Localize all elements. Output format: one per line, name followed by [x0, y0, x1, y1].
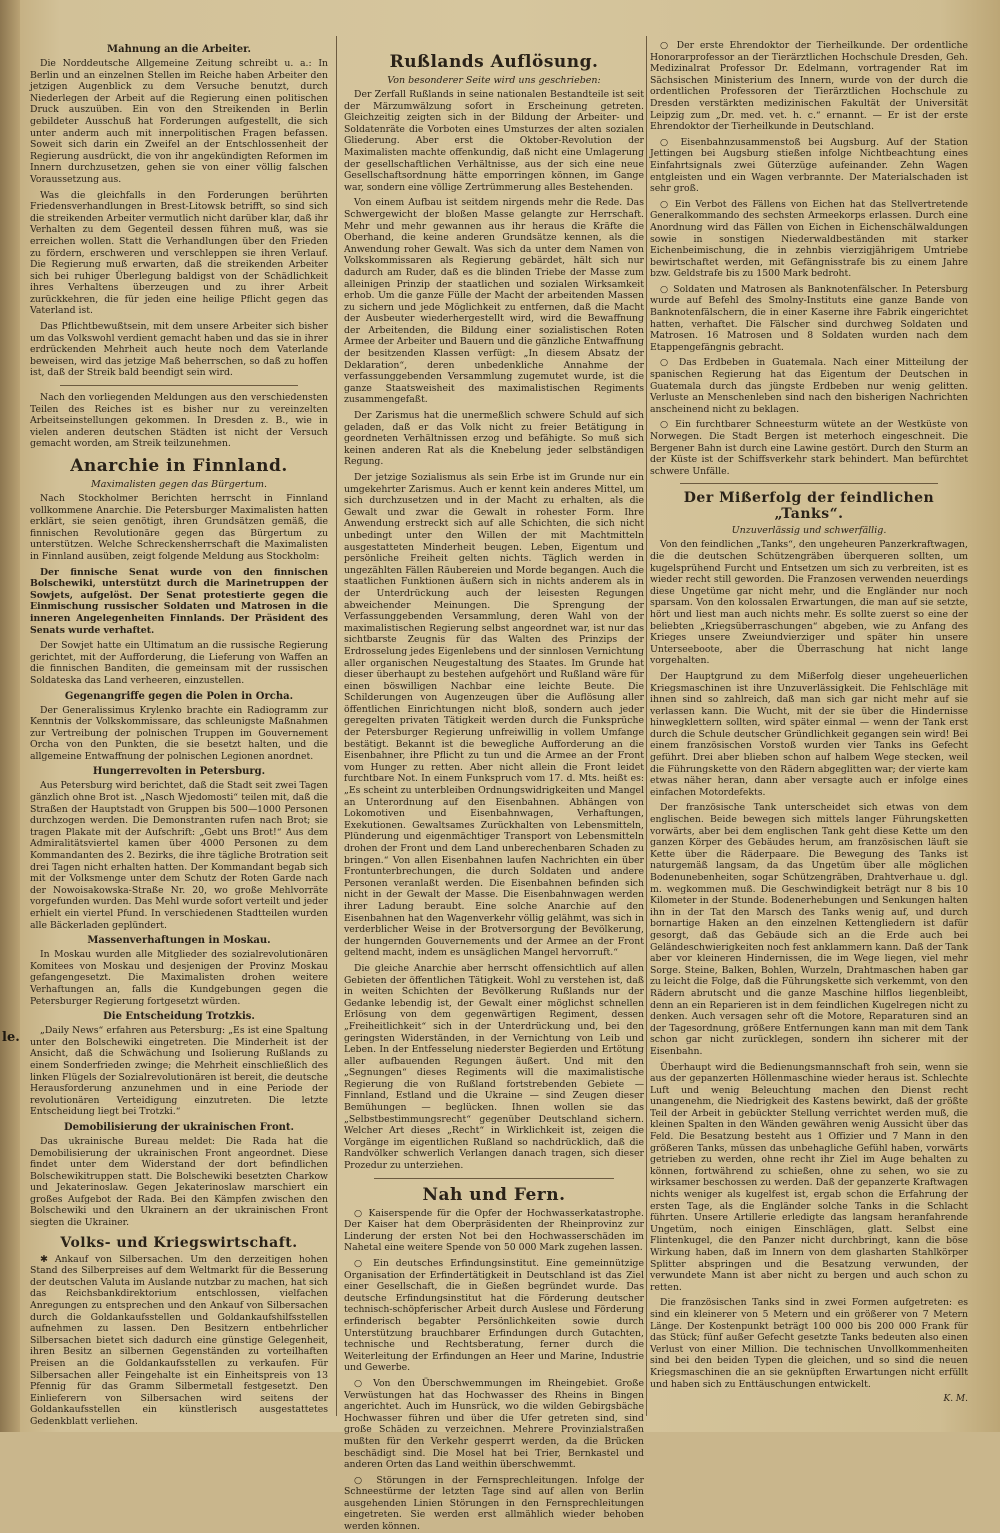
- article-paragraph: ✱ Ankauf von Silbersachen. Um den derzeitigen hohen Stand des Silberpreises auf dem Weltmarkt für die Besserung der deutschen Valuta im Auslande nutzbar zu machen, hat sich das Reichsbankdirektorium entschlossen, vielfachen Anregungen zu entsprechen und den Ankauf von Silbersachen durch die Goldankaufsstellen und Goldankaufshilfsstellen aufnehmen zu lassen. Den Besitzern entbehrlicher Silbersachen bietet sich dadurch eine günstige Gelegenheit, ihren Besitz an silbernen Gegenständen zu vorteilhaften Preisen an die Goldankaufsstellen zu verkaufen. Für Silbersachen aller Feingehalte ist ein Einheitspreis von 13 Pfennig für das Gramm Silbermetall festgesetzt. Den Einlieferern von Silbersachen wird seitens der Goldankaufsstellen ein künstlerisch ausgestattetes Gedenkblatt verliehen.: [30, 1253, 328, 1427]
- column-middle: [344, 40, 644, 1533]
- article-paragraph: Der finnische Senat wurde von den finnischen Bolschewiki, unterstützt durch die Marinetruppen der Sowjets, aufgelöst. Der Senat protestierte gegen die Einmischung russischer Soldaten und Matrosen in die inneren Angelegenheiten Finnlands. Der Präsident des Senats wurde verhaftet.: [30, 566, 328, 636]
- column-left: [30, 40, 328, 1427]
- separator: [60, 385, 298, 386]
- article-title-mahnung: Mahnung an die Arbeiter.: [107, 44, 251, 55]
- article-title-volkswirtschaft: Volks- und Kriegswirtschaft.: [60, 1234, 298, 1251]
- separator: [374, 1178, 614, 1179]
- news-item: ○ Kaiserspende für die Opfer der Hochwasserkatastrophe. Der Kaiser hat dem Oberpräsidenten der Rheinprovinz zur Linderung der ersten Not bei den Hochwasserschäden im Nahetal eine weitere Spende von 50 000 Mark zugehen lassen.: [344, 1207, 644, 1254]
- article-paragraph: Nach Stockholmer Berichten herrscht in Finnland vollkommene Anarchie. Die Petersburger Maximalisten hatten erklärt, sie seien genötigt, ihren Grundsätzen gemäß, die finnischen Revolutionäre gegen das Bürgertum zu unterstützen. Welche Schreckensherrschaft die Maximalisten in Finnland ausüben, zeigt folgende Meldung aus Stockholm:: [30, 493, 328, 562]
- column-rule: [336, 36, 337, 1416]
- article-paragraph: Die französischen Tanks sind in zwei Formen aufgetreten: es sind ein kleinerer von 5 Metern und ein größerer von 7 Metern Länge. Der Kostenpunkt beträgt 100 000 bis 200 000 Frank für das Stück; fünf außer Gefecht gesetzte Tanks bedeuten also einen Verlust von einer Million. Die technischen Unvollkommenheiten sind bei den beiden Typen die gleichen, und so sind die neuen Kriegsmaschinen die an sie geknüpften Erwartungen nicht erfüllt und haben sich zu Enttäuschungen entwickelt.: [650, 1297, 968, 1390]
- news-item: ○ Ein furchtbarer Schneesturm wütete an der Westküste von Norwegen. Die Stadt Bergen ist meterhoch eingeschneit. Die Bergener Bahn ist durch eine Lawine gestört. Durch den Sturm an der Küste ist der Schiffsverkehr stark behindert. Man befürchtet schwere Unfälle.: [650, 419, 968, 477]
- article-paragraph: Der Sowjet hatte ein Ultimatum an die russische Regierung gerichtet, mit der Aufforderung, die Lieferung von Waffen an die finnischen Banditen, die gemeinsam mit der russischen Soldateska das Land verheeren, einzustellen.: [30, 640, 328, 686]
- article-subtitle: Von besonderer Seite wird uns geschrieben:: [387, 75, 601, 86]
- article-paragraph: Das Pflichtbewußtsein, mit dem unsere Arbeiter sich bisher um das Volkswohl verdient gemacht haben und das sie in ihrer erdrückenden Mehrheit auch heute noch dem Vaterlande beweisen, wird das jetzige Maß beherrschen, so daß zu hoffen ist, daß der Streik bald beendigt sein wird.: [30, 321, 328, 379]
- article-title-tanks: Der Mißerfolg der feindlichen „Tanks“.: [683, 490, 935, 523]
- article-paragraph: Von den feindlichen „Tanks“, den ungeheuren Panzerkraftwagen, die die deutschen Schützengräben überqueren sollten, um kugelsprühend Furcht und Entsetzen um sich zu verbreiten, ist es wieder recht still geworden. Die Franzosen verwenden neuerdings diese Ungetüme gar nicht mehr, und die Engländer nur noch sparsam. Von den kolossalen Erwartungen, die man auf sie setzte, hört und liest man auch nichts mehr. Es sollte zuerst so eine der beliebten „Kriegsüberraschungen“ abgeben, wie zu Anfang des Krieges unsere Zweiundvierziger und später hin unsere Unterseeboote, aber die Überraschung hat nicht lange vorgehalten.: [650, 539, 968, 667]
- article-paragraph: Nach den vorliegenden Meldungen aus den verschiedensten Teilen des Reiches ist es bisher nur zu vereinzelten Arbeitseinstellungen gekommen. In Dresden z. B., wie in vielen anderen deutschen Städten ist nicht der Versuch gemacht worden, am Streik teilzunehmen.: [30, 392, 328, 450]
- article-title-russland: Rußlands Auflösung.: [389, 52, 599, 72]
- article-title-nah-und-fern: Nah und Fern.: [422, 1184, 566, 1205]
- margin-fragment: le.: [2, 1030, 20, 1045]
- article-paragraph: Aus Petersburg wird berichtet, daß die Stadt seit zwei Tagen gänzlich ohne Brot ist. „Nasch Wjedomosti“ teilen mit, daß die Straßen der Hauptstadt von Gruppen bis 500—1000 Personen durchzogen werden. Die Demonstranten rufen nach Brot; sie tragen Plakate mit der Aufschrift: „Gebt uns Brot!“ Aus dem Admiralitätsviertel kamen über 4000 Personen zu dem Kommandanten des 2. Bezirks, die ihre tägliche Brotration seit drei Tagen nicht erhalten hatten. Der Kommandant begab sich mit der Volksmenge unter dem Schutz der Roten Garde nach der Nowoisakowska-Straße Nr. 20, wo große Mehlvorräte vorgefunden wurden. Das Mehl wurde sofort verteilt und jeder erhielt ein viertel Pfund. In verschiedenen Stadtteilen wurden alle Bäckerladen geplündert.: [30, 780, 328, 931]
- separator: [680, 483, 938, 484]
- section-title-polen: Gegenangriffe gegen die Polen in Orcha.: [64, 690, 294, 702]
- article-paragraph: Das ukrainische Bureau meldet: Die Rada hat die Demobilisierung der ukrainischen Front angeordnet. Diese findet unter dem Widerstand der dort befindlichen Bolschewikitruppen statt. Die Bolschewiki besetzten Charkow und Jekaterinoslaw. Gegen Jekaterinoslaw marschiert ein großes Aufgebot der Rada. Bei den Kämpfen zwischen den Bolschewiki und den Ukrainern an der ukrainischen Front siegten die Ukrainer.: [30, 1135, 328, 1229]
- article-paragraph: Der französische Tank unterscheidet sich etwas von dem englischen. Beide bewegen sich mittels langer Führungsketten vorwärts, aber bei dem englischen Tank geht diese Kette um den ganzen Körper des Gebäudes herum, am französischen läuft sie Kette über die Räderpaare. Die Bewegung des Tanks ist naturgemäß langsam, da das Ungetüm über alle möglichen Bodenunebenheiten, sogar Schützengräben, Drahtverhaue u. dgl. m. wegkommen muß. Die Geschwindigkeit beträgt nur 8 bis 10 Kilometer in der Stunde. Bodenerhebungen und Senkungen halten ihn in der Tat den Marsch des Tanks wenig auf, und durch bornartige Haken an den einzelnen Kettengliedern ist dafür gesorgt, daß das Gebäude sich an die Erde auch bei Geländeschwierigkeiten noch fest anklammern kann. Daß der Tank aber vor kleineren Hindernissen, die im Wege liegen, viel mehr Sorge. Steine, Balken, Bohlen, Wurzeln, Drahtmaschen haben gar zu leicht die Folge, daß die Führungskette sich verkemmt, von den Rädern abrutscht und die ganze Maschine hilflos liegenbleibt, denn an ein Reparieren ist in dem feindlichen Kugelregen nicht zu denken. Auch versagen sehr oft die Motore, Reparaturen sind an der Tagesordnung, größere Entfernungen kann man mit dem Tank schon gar nicht zurücklegen, sondern ihn sicherer mit der Eisenbahn.: [650, 802, 969, 1057]
- section-title-moskau: Massenverhaftungen in Moskau.: [87, 935, 271, 947]
- article-paragraph: Der Zarismus hat die unermeßlich schwere Schuld auf sich geladen, daß er das Volk nicht zu freier Betätigung in geordneten Verhältnissen erzog und befähigte. So muß sich keinen anderen Rat als die Knebelung jeder selbständigen Regung.: [344, 410, 644, 468]
- article-title-anarchie: Anarchie in Finnland.: [70, 456, 288, 476]
- article-paragraph: Der Generalissimus Krylenko brachte ein Radiogramm zur Kenntnis der Volkskommissare, das schleunigste Maßnahmen zur Vertreibung der polnischen Truppen im Gouvernement Orcha von den Punkten, die sie besetzt halten, und die allgemeine Entwaffnung der polnischen Legionen anordnet.: [30, 704, 328, 762]
- section-title-ukraine: Demobilisierung der ukrainischen Front.: [63, 1121, 294, 1133]
- article-paragraph: Die gleiche Anarchie aber herrscht offensichtlich auf allen Gebieten der öffentlichen Tätigkeit. Wohl zu verstehen ist, daß in weiten Schichten der Bevölkerung Rußlands nur der Gedanke lebendig ist, der Gewalt einer möglichst schnellen Erlösung von dem gegenwärtigen Regiment, dessen „Freiheitlichkeit“ sich in der Unterdrückung und, bei den geringsten Widerständen, in der Vernichtung von Leib und Leben. In der Entfesselung niederster Begierden und Ertötung aller aufbauenden Regungen äußert. Und mit den „Segnungen“ dieses Regiments will die maximalistische Regierung die von Rußland fortstrebenden Gebiete — Finnland, Estland und die Ukraine — sind Zeugen dieser Bemühungen — beglücken. Ihnen wollen sie das „Selbstbestimmungsrecht“ gegenüber Deutschland sichern. Welcher Art dieses „Recht“ in Wirklichkeit ist, zeigen die Vorgänge im eigentlichen Rußland so nachdrücklich, daß die Randvölker schwerlich Verlangen danach tragen, sich dieser Prozedur zu unterziehen.: [344, 962, 644, 1172]
- article-paragraph: Von einem Aufbau ist seitdem nirgends mehr die Rede. Das Schwergewicht der bloßen Masse gelangte zur Herrschaft. Mehr und mehr gewannen aus ihr heraus die Kräfte die Oberhand, die keine anderen Grundsätze kennen, als die Anwendung roher Gewalt. Was sich da unter dem Namen von Volkskommissaren als Regierung gebärdet, hält sich nur dadurch am Ruder, daß es die blinden Triebe der Masse zum alleinigen Prinzip der staatlichen und sozialen Wirksamkeit erhob. Um die ganze Fülle der Macht der arbeitenden Massen zu sichern und jede Möglichkeit zu entfernen, daß die Macht der Ausbeuter wiederhergestellt wird, wird die Bewaffnung der Arbeitenden, die Bildung einer sozialistischen Roten Armee der Arbeiter und Bauern und die gänzliche Entwaffnung der besitzenden Klassen verfügt: „In diesem Absatz der Deklaration“, deren unbedenkliche Annahme der verfassunggebenden Versammlung zugemutet wurde, ist die ganze Staatsweisheit des maximalistischen Regiments zusammengefaßt.: [344, 197, 644, 406]
- article-paragraph: Der Zerfall Rußlands in seine nationalen Bestandteile ist seit der Märzumwälzung sofort in Erscheinung getreten. Gleichzeitig zeigten sich in der Bildung der Arbeiter- und Soldatenräte die Vorboten eines Umsturzes der alten sozialen Gliederung. Aber erst die Oktober-Revolution der Maximalisten machte offenkundig, daß nicht eine Umlagerung der gesellschaftlichen Verhältnisse, aus der sich eine neue Gesellschaftsordnung hätte emporringen können, im Gange war, sondern eine völlige Zertrümmerung alles Bestehenden.: [344, 89, 644, 193]
- news-item: ○ Das Erdbeben in Guatemala. Nach einer Mitteilung der spanischen Regierung hat das Eigentum der Deutschen in Guatemala durch das jüngste Erdbeben nur wenig gelitten. Verluste an Menschenleben sind nach den bisherigen Nachrichten anscheinend nicht zu beklagen.: [650, 357, 968, 415]
- article-paragraph: „Daily News“ erfahren aus Petersburg: „Es ist eine Spaltung unter den Bolschewiki eingetreten. Die Minderheit ist der Ansicht, daß die Schwächung und Isolierung Rußlands zu einem Sonderfrieden zwinge; die Mehrheit einschließlich des linken Flügels der Sozialrevolutionären ist bereit, die deutsche Herausforderung anzunehmen und in eine Periode der revolutionären Verteidigung einzutreten. Die letzte Entscheidung liegt bei Trotzki.“: [30, 1025, 328, 1118]
- author-signature: K. M.: [943, 1394, 968, 1405]
- article-paragraph: In Moskau wurden alle Mitglieder des sozialrevolutionären Komitees von Moskau und desjenigen der Provinz Moskau gefangengesetzt. Die Maximalisten drohen weitere Verhaftungen an, falls die Kundgebungen gegen die Petersburger Regierung fortgesetzt würden.: [30, 949, 328, 1007]
- news-item: ○ Ein deutsches Erfindungsinstitut. Eine gemeinnützige Organisation der Erfindertätigkeit in Deutschland ist das Ziel einer Gesellschaft, die in Gießen begründet wurde. Das deutsche Erfindungsinstitut hat die Förderung deutscher technisch-schöpferischer Arbeit durch Auslese und Förderung erfinderisch begabter Persönlichkeiten sowie durch Unterstützung brauchbarer Erfindungen durch Gutachten, technische und Rechtsberatung, ferner durch die Weiterleitung der Erfindungen an Heer und Marine, Industrie und Gewerbe.: [344, 1258, 644, 1374]
- article-subtitle: Unzuverlässig und schwerfällig.: [731, 525, 887, 537]
- news-item: ○ Ein Verbot des Fällens von Eichen hat das Stellvertretende Generalkommando des sechsten Armeekorps erlassen. Durch eine Anordnung wird das Fällen von Eichen in Eichenschälwaldungen sowie in sonstigen Niederwaldbeständen mit starker Eichenbeimischung, die in zehnbis vierzigjährigem Umtriebe bewirtschaftet werden, mit Gefängnisstrafe bis zu einem Jahre bzw. Geldstrafe bis zu 1500 Mark bedroht.: [650, 198, 968, 280]
- section-title-hunger: Hungerrevolten in Petersburg.: [92, 766, 266, 778]
- news-item: ○ Von den Überschwemmungen im Rheingebiet. Große Verwüstungen hat das Hochwasser des Rheins in Bingen angerichtet. Auch im Hunsrück, wo die wilden Gebirgsbäche Hochwasser führen und über die Ufer getreten sind, sind große Schäden zu verzeichnen. Mehrere Provinzialstraßen mußten für den Verkehr gesperrt werden, da die Brücken beschädigt sind. Die Mosel hat bei Trier, Bernkastel und anderen Orten das Land weithin überschwemmt.: [344, 1377, 644, 1471]
- left-margin-edge: [0, 0, 20, 1432]
- article-paragraph: Die Norddeutsche Allgemeine Zeitung schreibt u. a.: In Berlin und an einzelnen Stellen im Reiche haben Arbeiter den jetzigen Augenblick zu dem Versuche benutzt, durch Niederlegen der Arbeit auf die Regierung einen politischen Druck auszuüben. Ein von den Streikenden in Berlin gebildeter Ausschuß hat Forderungen aufgestellt, die sich unter anderm auch mit innerpolitischen Fragen befassen. Soweit sich darin ein Zweifel an der Entschlossenheit der Regierung ausdrückt, die von ihr angekündigten Reformen im Innern durchzusetzen, gehen sie von einer völlig falschen Voraussetzung aus.: [30, 58, 328, 185]
- article-paragraph: Überhaupt wird die Bedienungsmannschaft froh sein, wenn sie aus der gepanzerten Höllenmaschine wieder heraus ist. Schlechte Luft und wenig Beleuchtung machen den Dienst recht unangenehm, die Niedrigkeit des Kastens bewirkt, daß der größte Teil der Arbeit in gebückter Stellung verrichtet werden muß, die kleinen Spalten in den Wänden gewähren wenig Aussicht über das Feld. Die Besatzung besteht aus 1 Offizier und 7 Mann in den größeren Tanks, müssen das unbehagliche Gefühl haben, vorwärts getrieben zu werden, ohne recht ihr Ziel im Auge behalten zu können, fortwährend zu schießen, ohne zu sehen, wo sie zu wirksamer beschossen zu werden. Daß der gepanzerte Kraftwagen nichts weniger als kugelfest ist, ergab schon die Erfahrung der ersten Tage, als die Engländer solche Tanks in die Schlacht führten. Unsere Artillerie erledigte das langsam heranfahrende Ungetüm, noch einigen Einschlägen, glatt. Selbst eine Flintenkugel, die den Panzer nicht durchbringt, kann die böse Wirkung haben, daß im Innern von dem glasharten Stahlkörper Splitter abspringen und die Besatzung verwunden, der verwundete Mann ist aber nicht zu bergen und auch schon zu retten.: [650, 1061, 968, 1293]
- article-paragraph: Was die gleichfalls in den Forderungen berührten Friedensverhandlungen in Brest-Litowsk betrifft, so sind sich die streikenden Arbeiter vermutlich nicht darüber klar, daß ihr Verhalten zu dem Gegenteil dessen führen muß, was sie erreichen wollen. Statt die Verhandlungen über den Frieden zu fördern, erschweren und verschleppen sie ihren Verlauf. Die Regierung muß erwarten, daß die streikenden Arbeiter sich bei ruhiger Überlegung baldigst von der Schädlichkeit ihres Verhaltens überzeugen und zu ihrer Arbeit zurückkehren, die für jeden eine heilige Pflicht gegen das Vaterland ist.: [30, 189, 328, 317]
- news-item: ○ Störungen in der Fernsprechleitungen. Infolge der Schneestürme der letzten Tage sind auf allen von Berlin ausgehenden Linien Störungen in den Fernsprechleitungen eingetreten. Sie werden erst allmählich wieder behoben werden können.: [344, 1474, 644, 1533]
- news-item: ○ Der erste Ehrendoktor der Tierheilkunde. Der ordentliche Honorarprofessor an der Tierärztlichen Hochschule Dresden, Geh. Medizinalrat Professor Dr. Edelmann, vortragender Rat im Sächsischen Ministerium des Innern, wurde von der durch die ordentlichen Professoren der Tierärztlichen Hochschule zu Dresden verstärkten medizinischen Fakultät der Universität Leipzig zum „Dr. med. vet. h. c.“ ernannt. — Er ist der erste Ehrendoktor der Tierheilkunde in Deutschland.: [650, 40, 968, 133]
- column-right: [650, 40, 968, 1420]
- news-item: ○ Soldaten und Matrosen als Banknotenfälscher. In Petersburg wurde auf Befehl des Smolny-Instituts eine ganze Bande von Banknotenfälschern, die in einer Kaserne ihre Fabrik eingerichtet hatten, verhaftet. Die Fälscher sind durchweg Soldaten und Matrosen. 16 Matrosen und 8 Soldaten wurden nach dem Etappengefängnis gebracht.: [650, 283, 968, 353]
- section-title-trotzki: Die Entscheidung Trotzkis.: [103, 1011, 255, 1023]
- article-paragraph: Der Hauptgrund zu dem Mißerfolg dieser ungeheuerlichen Kriegsmaschinen ist ihre Unzuverlässigkeit. Die Fehlschläge mit ihnen sind so zahlreich, daß man sich gar nicht mehr auf sie verlassen kann. Die Wucht, mit der sie über die Hindernisse hinwegklettern sollten, wird später einmal — wenn der Tank erst durch die Schule deutscher Gründlichkeit gegangen sein wird! Bei einem französischen Vorstoß wurden vier Tanks ins Gefecht geführt. Drei aber blieben schon auf halbem Wege stecken, weil die Führungskette von den Rädern abgeglitten war; der vierte kam etwas näher heran, dann aber versagte auch er infolge eines einfachen Motordefekts.: [650, 670, 968, 798]
- article-subtitle: Maximalisten gegen das Bürgertum.: [90, 479, 268, 490]
- column-rule: [646, 36, 647, 1416]
- article-paragraph: Der jetzige Sozialismus als sein Erbe ist im Grunde nur ein umgekehrter Zarismus. Auch er kennt kein anderes Mittel, um sich durchzusetzen und in der Macht zu erhalten, als die Gewalt und zwar die Gewalt in rohester Form. Ihre Anwendung erstreckt sich auf alle Schichten, die sich nicht unbedingt unter den Willen der mit Machtmitteln ausgestatteten Minderheit beugen. Leben, Eigentum und persönliche Freiheit gelten nichts. Täglich werden in ungezählten Fällen Räubereien und Morde begangen. Auch die staatlichen Funktionen äußern sich in nichts anderem als in der Unterdrückung auch der leisesten Regungen abweichender Meinungen. Die Sprengung der Verfassunggebenden Versammlung, deren Wahl von der maximalistischen Regierung selbst angeordnet war, ist nur das sichtbarste Zeugnis für das Walten des Prinzips der Erdrosselung jedes Eigenlebens und der sinnlosen Vernichtung aller organischen Neugestaltung des Staates. Im Grunde hat dieser überhaupt zu bestehen aufgehört und Rußland wäre für einen böswilligen Nachbar eine leichte Beute. Die Schilderungen von Augenzeugen über die Auflösung aller öffentlichen Einrichtungen nicht bloß, sondern auch jeder geregelten privaten Tätigkeit werden durch die Funksprüche der Petersburger Regierung unfreiwillig in vollem Umfange bestätigt. Bekannt ist die bewegliche Aufforderung an die Eisenbahner, ihre Pflicht zu tun und die Armee an der Front vom Hunger zu retten. Aber nicht allein die Front leidet furchtbare Not. In einem Funkspruch vom 17. d. Mts. heißt es: „Es scheint zu unterbleiben Ordnungswidrigkeiten und Mangel an Unterordnung auf den Eisenbahnen. Abhängen von Lokomotiven und Eisenbahnwagen, Verhaftungen, Exekutionen. Gewaltsames Zurückhalten von Lebensmitteln, Plünderung und eigenmächtiger Transport von Lebensmitteln drohen der Front und dem Land unberechenbaren Schaden zu bringen.“ Von allen Eisenbahnen laufen Nachrichten ein über Frontunterbrechungen, die durch Soldaten und andere Personen veranlaßt werden. Die Eisenbahnen befinden sich nicht in der Gewalt der Masse. Die Eisenbahnwagen werden ihrer Ladung beraubt. Eine solche Anarchie auf den Eisenbahnen hat den Wagenverkehr völlig gelähmt, was sich in verderblicher Weise in der Brotversorgung der Bevölkerung, der hungernden Gouvernements und der Armee an der Front geltend macht, indem es unsäglichen Mangel hervorruft.“: [344, 472, 644, 959]
- news-item: ○ Eisenbahnzusammenstoß bei Augsburg. Auf der Station Jettingen bei Augsburg stießen infolge Nichtbeachtung eines Einfahrtsignals zwei Güterzüge aufeinander. Zehn Wagen entgleisten und ein Wagen verbrannte. Der Materialschaden ist sehr groß.: [650, 136, 968, 195]
